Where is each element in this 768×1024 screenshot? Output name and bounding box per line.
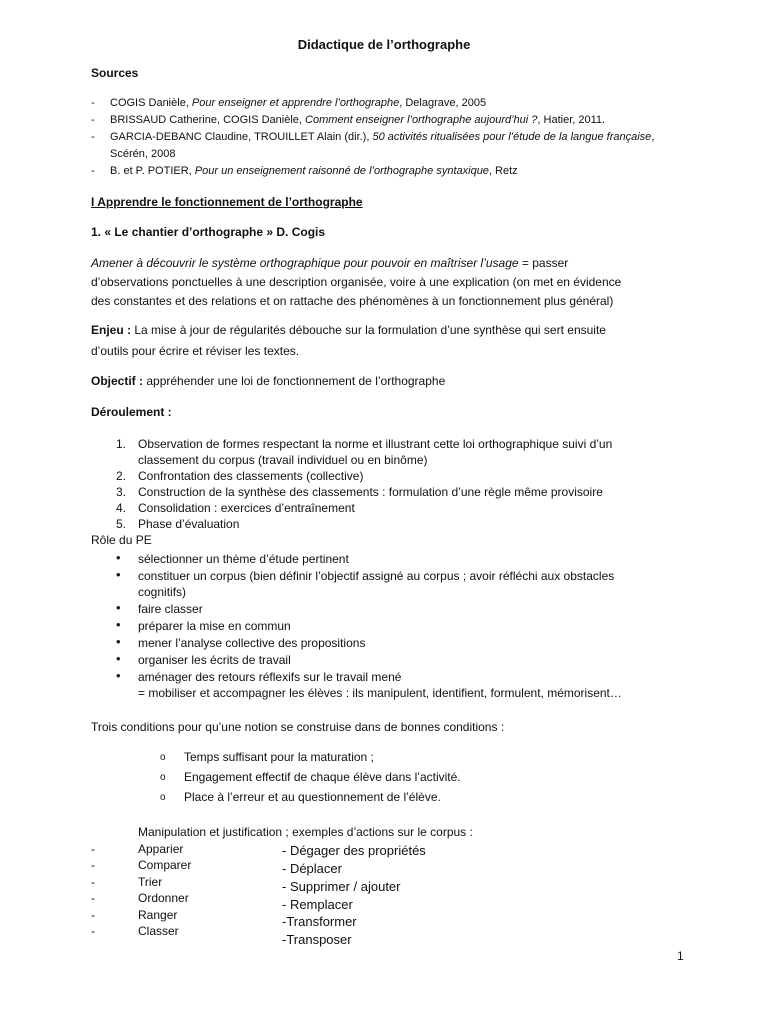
source-item	[91, 114, 95, 126]
step-number: 3.	[115, 485, 126, 499]
source-publisher: , Hatier, 2011.	[537, 114, 606, 126]
bullet-icon: •	[116, 634, 121, 649]
deroulement-heading: Déroulement :	[91, 405, 172, 419]
dash: -	[91, 858, 95, 872]
action-left: Trier	[138, 875, 163, 889]
dash: -	[91, 114, 95, 126]
source-title: Pour enseigner et apprendre l’orthographe	[191, 97, 400, 109]
dash: -	[91, 875, 95, 889]
action-right: - Déplacer	[282, 861, 342, 876]
page-number: 1	[677, 949, 684, 963]
source-item	[91, 131, 95, 143]
bullet-icon: •	[116, 668, 121, 683]
step-text: Observation de formes respectant la norme et illustrant cette loi orthographique suivi d’un	[138, 437, 613, 451]
bullet-icon: •	[116, 651, 121, 666]
source-title: Pour un enseignement raisonné de l’orthographe syntaxique	[194, 165, 489, 177]
role-item: organiser les écrits de travail	[138, 653, 291, 667]
enjeu-line2: d’outils pour écrire et réviser les textes.	[91, 344, 300, 358]
source-item-text	[110, 114, 605, 126]
page-title: Didactique de l’orthographe	[297, 37, 471, 52]
source-item-text	[110, 131, 654, 143]
role-item-line2: = mobiliser et accompagner les élèves : ils manipulent, identifient, formulent, mémorisent…	[138, 686, 622, 700]
dash: -	[91, 842, 95, 856]
sources-heading: Sources	[91, 66, 139, 80]
objectif-line	[91, 374, 445, 388]
action-left: Apparier	[138, 842, 184, 856]
action-right: - Supprimer / ajouter	[282, 879, 401, 894]
dash: -	[91, 924, 95, 938]
role-item: mener l’analyse collective des propositions	[138, 636, 366, 650]
source-publisher: , Retz	[488, 165, 518, 177]
dash: -	[91, 165, 95, 177]
source-author: COGIS Danièle,	[110, 97, 192, 109]
step-text: Construction de la synthèse des classements : formulation d’une règle même provisoire	[138, 485, 603, 499]
conditions-heading: Trois conditions pour qu’une notion se construise dans de bonnes conditions :	[91, 720, 505, 734]
step-text: Consolidation : exercices d’entraînement	[138, 501, 355, 515]
enjeu-label: Enjeu :	[91, 323, 132, 337]
objectif-text: appréhender une loi de fonctionnement de l’orthographe	[143, 374, 446, 388]
circle-bullet-icon: o	[160, 792, 166, 803]
step-number: 4.	[115, 501, 126, 515]
step-number: 1.	[115, 437, 126, 451]
enjeu-text: La mise à jour de régularités débouche sur la formulation d’une synthèse qui sert ensuite	[131, 323, 606, 337]
condition-item: Temps suffisant pour la maturation ;	[184, 750, 374, 764]
dash: -	[91, 131, 95, 143]
source-item	[91, 165, 95, 177]
role-item: aménager des retours réflexifs sur le travail mené	[138, 670, 402, 684]
subsection-heading: 1. « Le chantier d’orthographe » D. Cogis	[91, 225, 326, 239]
action-right: -Transposer	[282, 932, 352, 947]
step-number: 5.	[115, 517, 126, 531]
source-title: Comment enseigner l’orthographe aujourd’hui ?	[305, 114, 538, 126]
source-item-text-line2: Scérén, 2008	[110, 148, 176, 160]
step-text: Phase d’évaluation	[138, 517, 240, 531]
source-author: BRISSAUD Catherine, COGIS Danièle,	[110, 114, 306, 126]
intro-line3: des constantes et des relations et on rattache des phénomènes à un fonctionnement plus général)	[91, 294, 614, 308]
source-author: GARCIA-DEBANC Claudine, TROUILLET Alain (dir.),	[110, 131, 373, 143]
role-item: sélectionner un thème d’étude pertinent	[138, 552, 349, 566]
action-right: - Remplacer	[282, 897, 353, 912]
objectif-label: Objectif :	[91, 374, 144, 388]
action-left: Ranger	[138, 908, 178, 922]
intro-line1	[91, 256, 568, 270]
source-title: 50 activités ritualisées pour l’étude de la langue française	[372, 131, 652, 143]
bullet-icon: •	[116, 617, 121, 632]
role-heading: Rôle du PE	[91, 533, 152, 547]
circle-bullet-icon: o	[160, 752, 166, 763]
dash: -	[91, 908, 95, 922]
enjeu-line1	[91, 323, 606, 337]
dash: -	[91, 97, 95, 109]
intro-line2: d’observations ponctuelles à une description organisée, voire à une explication (on met en évidence	[91, 275, 622, 289]
source-item	[91, 97, 95, 109]
role-item: faire classer	[138, 602, 203, 616]
circle-bullet-icon: o	[160, 772, 166, 783]
bullet-icon: •	[116, 600, 121, 615]
source-publisher: ,	[651, 131, 655, 143]
bullet-icon: •	[116, 550, 121, 565]
action-left: Classer	[138, 924, 179, 938]
action-right: - Dégager des propriétés	[282, 843, 426, 858]
intro-italic: Amener à découvrir le système orthographique pour pouvoir en maîtriser l’usage	[91, 256, 519, 270]
dash: -	[91, 891, 95, 905]
action-left: Ordonner	[138, 891, 189, 905]
step-text: Confrontation des classements (collective)	[138, 469, 364, 483]
bullet-icon: •	[116, 567, 121, 582]
role-item: constituer un corpus (bien définir l’objectif assigné au corpus ; avoir réfléchi aux obstacles	[138, 569, 615, 583]
source-item-text	[110, 165, 518, 177]
condition-item: Engagement effectif de chaque élève dans l’activité.	[184, 770, 461, 784]
source-author: B. et P. POTIER,	[110, 165, 195, 177]
manipulation-heading: Manipulation et justification ; exemples d’actions sur le corpus :	[138, 825, 473, 839]
action-right: -Transformer	[282, 914, 357, 929]
step-text-line2: classement du corpus (travail individuel ou en binôme)	[138, 453, 428, 467]
intro-rest: = passer	[518, 256, 569, 270]
action-left: Comparer	[138, 858, 192, 872]
role-item: préparer la mise en commun	[138, 619, 291, 633]
source-item-text	[110, 97, 486, 109]
source-publisher: , Delagrave, 2005	[399, 97, 487, 109]
role-item-line2: cognitifs)	[138, 585, 187, 599]
condition-item: Place à l’erreur et au questionnement de l’élève.	[184, 790, 441, 804]
step-number: 2.	[115, 469, 126, 483]
section-heading: I Apprendre le fonctionnement de l’orthographe	[91, 195, 363, 209]
